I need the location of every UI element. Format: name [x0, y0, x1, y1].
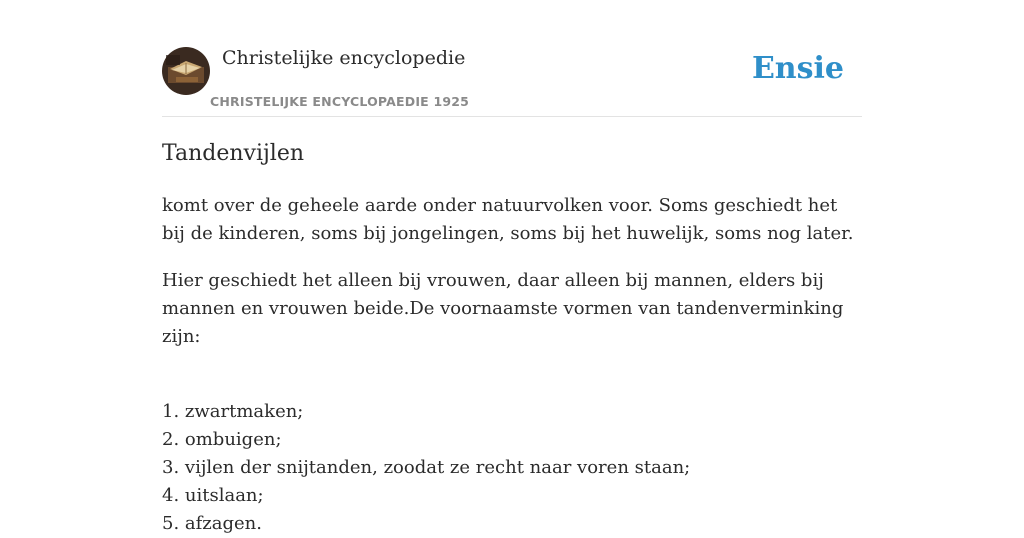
site-subtitle: CHRISTELIJKE ENCYCLOPAEDIE 1925	[210, 94, 470, 109]
site-header	[162, 46, 862, 117]
brand-logo-link[interactable]: Ensie	[751, 51, 844, 86]
list-spacer	[162, 370, 862, 398]
list-item: 2. ombuigen;	[162, 429, 282, 450]
list-item: 3. vijlen der snijtanden, zoodat ze recht naar voren staan;	[162, 457, 691, 478]
book-thumbnail-icon[interactable]	[162, 47, 210, 95]
list-item: 5. afzagen.	[162, 513, 262, 534]
entry-paragraph: komt over de geheele aarde onder natuurvolken voor. Soms geschiedt het bij de kinderen, soms bij jongelingen, soms bij het huwelijk, soms nog later.	[162, 195, 854, 244]
site-title[interactable]: Christelijke encyclopedie	[222, 47, 466, 69]
entry-title: Tandenvijlen	[162, 141, 305, 166]
entry-paragraph: Hier geschiedt het alleen bij vrouwen, daar alleen bij mannen, elders bij mannen en vrouwen beide.De voornaamste vormen van tandenverminking zijn:	[162, 270, 844, 347]
forms-list	[162, 398, 862, 538]
list-item: 4. uitslaan;	[162, 485, 264, 506]
entry-content	[162, 138, 862, 538]
list-item: 1. zwartmaken;	[162, 401, 304, 422]
